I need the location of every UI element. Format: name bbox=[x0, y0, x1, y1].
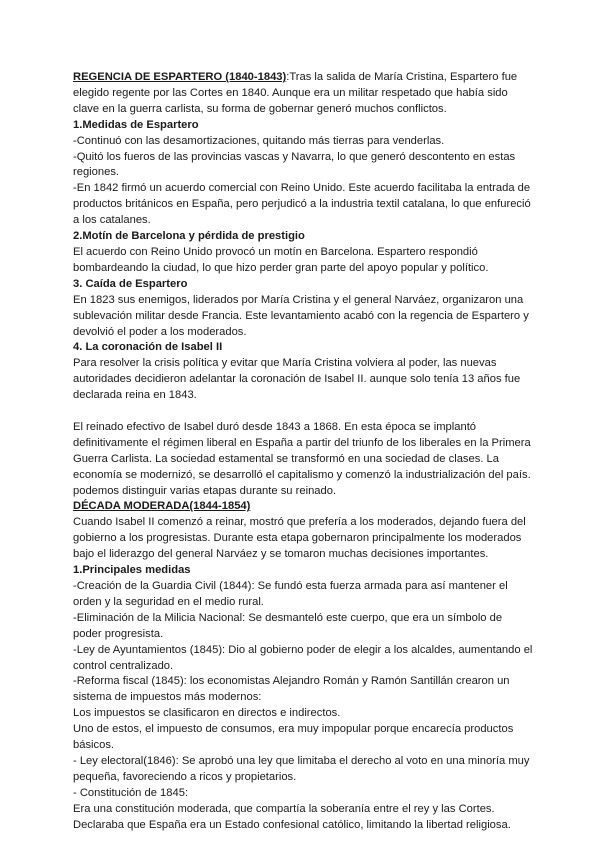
regencia-title: REGENCIA DE ESPARTERO (1840-1843) bbox=[73, 71, 287, 83]
reinado-paragraph: El reinado efectivo de Isabel duró desde 1843 a 1868. En esta época se implantó definitivamente el régimen liberal en España a partir del triunfo de los liberales en la Primera Guerra Carlista. La sociedad estamental se transformó en una sociedad de clases. La economía se modernizó, se desarrolló el capitalismo y comenzó la industrialización del país. podemos distinguir varias etapas durante su reinado. bbox=[73, 420, 531, 497]
regencia-intro-paragraph bbox=[73, 70, 533, 118]
document-page bbox=[73, 70, 533, 833]
decada-intro: Cuando Isabel II comenzó a reinar, mostró que prefería a los moderados, dejando fuera del gobierno a los progresistas. Durante esta etapa gobernaron principalmente los moderados bajo el liderazgo del general Narváez y se tomaron muchas decisiones importantes. bbox=[73, 516, 526, 561]
motin-barcelona-heading: 2.Motín de Barcelona y pérdida de prestigio bbox=[73, 230, 305, 243]
medida-item: -Continuó con las desamortizaciones, quitando más tierras para venderlas. bbox=[73, 134, 445, 147]
caida-espartero-heading: 3. Caída de Espartero bbox=[73, 277, 188, 290]
medida-item: - Ley electoral(1846): Se aprobó una ley que limitaba el derecho al voto en una minoría muy pequeña, favoreciendo a ricos y propietarios. bbox=[73, 754, 530, 783]
medida-item: -Creación de la Guardia Civil (1844): Se fundó esta fuerza armada para así mantener el orden y la seguridad en el medio rural. bbox=[73, 579, 508, 608]
medida-item: -En 1842 firmó un acuerdo comercial con Reino Unido. Este acuerdo facilitaba la entrada de productos británicos en España, pero perjudicó a la industria textil catalana, lo que enfureció a los catalanes. bbox=[73, 182, 531, 227]
medidas-espartero-heading: 1.Medidas de Espartero bbox=[73, 118, 199, 131]
medida-item: Uno de estos, el impuesto de consumos, era muy impopular porque encarecía productos básicos. bbox=[73, 723, 514, 752]
medida-item: Los impuestos se clasificaron en directos e indirectos. bbox=[73, 707, 341, 720]
decada-moderada-title: DÉCADA MODERADA(1844-1854) bbox=[73, 500, 251, 513]
principales-medidas-heading: 1.Principales medidas bbox=[73, 564, 191, 577]
medida-item: -Quitó los fueros de las provincias vascas y Navarra, lo que generó descontento en estas regiones. bbox=[73, 150, 516, 179]
motin-barcelona-text: El acuerdo con Reino Unido provocó un motín en Barcelona. Espartero respondió bombardeando la ciudad, lo que hizo perder gran parte del apoyo popular y político. bbox=[73, 245, 489, 274]
regencia-intro: :Tras la salida de María Cristina, Espartero fue elegido regente por las Cortes en 1840. Aunque era un militar respetado que había sido clave en la guerra carlista, su forma de gobernar generó muchos conflictos. bbox=[73, 71, 518, 115]
caida-espartero-text: En 1823 sus enemigos, liderados por María Cristina y el general Narváez, organizaron una sublevación militar desde Francia. Este levantamiento acabó con la regencia de Espartero y devolvió el poder a los moderados. bbox=[73, 293, 529, 338]
medida-item: -Eliminación de la Milicia Nacional: Se desmanteló este cuerpo, que era un símbolo de poder progresista. bbox=[73, 611, 503, 640]
coronacion-heading: 4. La coronación de Isabel II bbox=[73, 341, 223, 354]
medida-item: -Ley de Ayuntamientos (1845): Dio al gobierno poder de elegir a los alcaldes, aumentando el control centralizado. bbox=[73, 643, 533, 672]
blank-line bbox=[73, 404, 533, 420]
medida-item: -Reforma fiscal (1845): los economistas Alejandro Román y Ramón Santillán crearon un sistema de impuestos más modernos: bbox=[73, 675, 510, 704]
medida-item: Era una constitución moderada, que compartía la soberanía entre el rey y las Cortes. Declaraba que España era un Estado confesional católico, limitando la libertad religiosa. bbox=[73, 802, 511, 831]
medida-item: - Constitución de 1845: bbox=[73, 786, 189, 799]
coronacion-text: Para resolver la crisis política y evitar que María Cristina volviera al poder, las nuevas autoridades decidieron adelantar la coronación de Isabel II. aunque solo tenía 13 años fue declarada reina en 1843. bbox=[73, 357, 521, 402]
